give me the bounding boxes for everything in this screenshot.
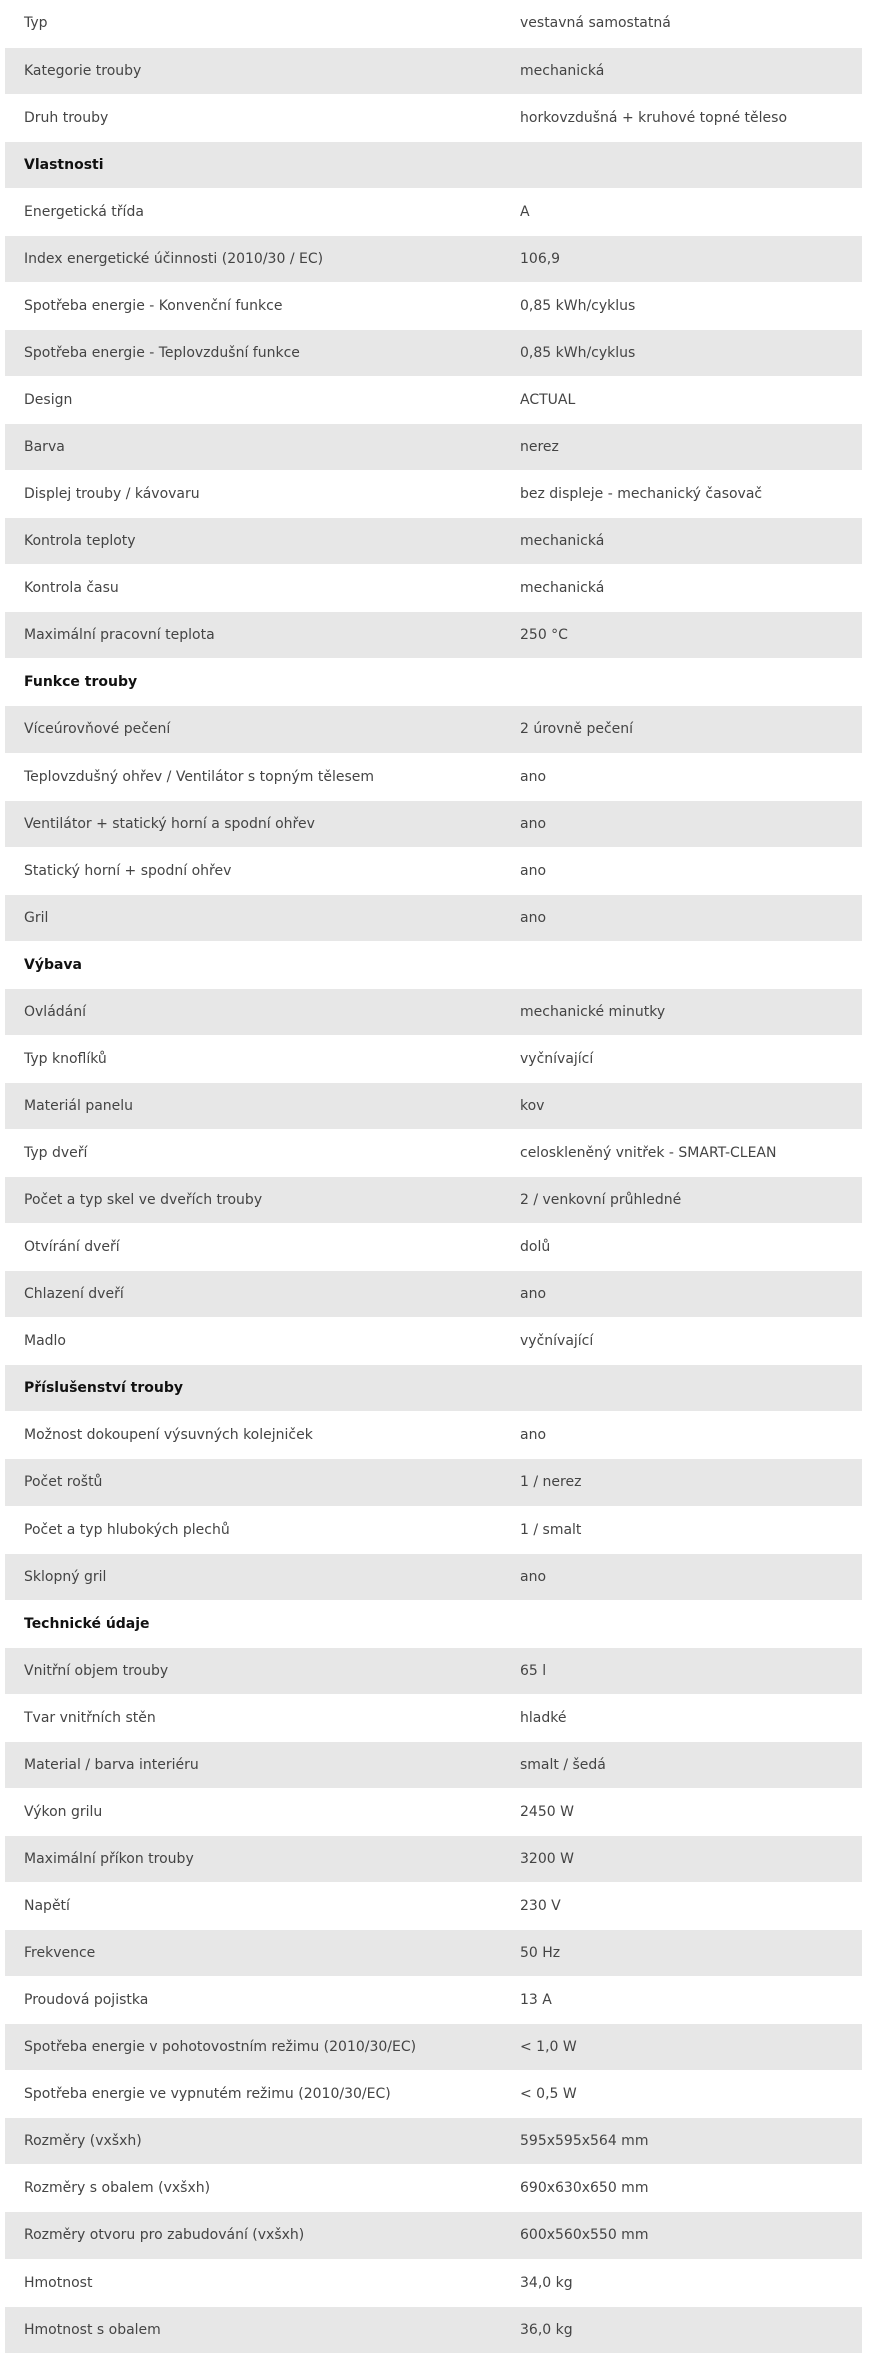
spec-value: 3200 W xyxy=(501,1835,862,1882)
spec-label: Frekvence xyxy=(5,1930,501,1977)
spec-value: 230 V xyxy=(501,1883,862,1930)
spec-value: 106,9 xyxy=(501,235,862,282)
spec-value: vyčnívající xyxy=(501,1035,862,1082)
spec-table xyxy=(5,0,862,2354)
spec-row xyxy=(5,2071,862,2118)
spec-label: Maximální příkon trouby xyxy=(5,1835,501,1882)
spec-value: 1 / nerez xyxy=(501,1459,862,1506)
spec-label: Maximální pracovní teplota xyxy=(5,612,501,659)
section-header-row xyxy=(5,141,862,188)
spec-value: ano xyxy=(501,1553,862,1600)
section-header-row xyxy=(5,1600,862,1647)
spec-label: Design xyxy=(5,377,501,424)
spec-label: Rozměry s obalem (vxšxh) xyxy=(5,2165,501,2212)
spec-row xyxy=(5,1177,862,1224)
spec-value: 2 / venkovní průhledné xyxy=(501,1177,862,1224)
spec-value: 50 Hz xyxy=(501,1930,862,1977)
spec-row xyxy=(5,988,862,1035)
spec-label: Ovládání xyxy=(5,988,501,1035)
spec-value: 250 °C xyxy=(501,612,862,659)
spec-value: ACTUAL xyxy=(501,377,862,424)
spec-label: Výkon grilu xyxy=(5,1788,501,1835)
spec-value: ano xyxy=(501,1271,862,1318)
spec-label: Počet a typ skel ve dveřích trouby xyxy=(5,1177,501,1224)
spec-value: horkovzdušná + kruhové topné těleso xyxy=(501,94,862,141)
section-spacer xyxy=(501,141,862,188)
spec-value: 34,0 kg xyxy=(501,2259,862,2306)
spec-label: Rozměry (vxšxh) xyxy=(5,2118,501,2165)
spec-value: 65 l xyxy=(501,1647,862,1694)
spec-label: Typ xyxy=(5,0,501,47)
spec-value: vestavná samostatná xyxy=(501,0,862,47)
spec-row xyxy=(5,1130,862,1177)
spec-value: 690x630x650 mm xyxy=(501,2165,862,2212)
spec-row xyxy=(5,1647,862,1694)
spec-row xyxy=(5,1271,862,1318)
spec-row xyxy=(5,1506,862,1553)
spec-label: Index energetické účinnosti (2010/30 / EC) xyxy=(5,235,501,282)
section-title: Vlastnosti xyxy=(5,141,501,188)
spec-row xyxy=(5,518,862,565)
spec-row xyxy=(5,188,862,235)
spec-row xyxy=(5,1224,862,1271)
spec-label: Vnitřní objem trouby xyxy=(5,1647,501,1694)
spec-row xyxy=(5,1883,862,1930)
spec-row xyxy=(5,1553,862,1600)
spec-label: Statický horní + spodní ohřev xyxy=(5,847,501,894)
spec-value: ano xyxy=(501,894,862,941)
spec-value: mechanická xyxy=(501,565,862,612)
spec-row xyxy=(5,847,862,894)
spec-value: 13 A xyxy=(501,1977,862,2024)
spec-label: Počet roštů xyxy=(5,1459,501,1506)
spec-label: Ventilátor + statický horní a spodní ohřev xyxy=(5,800,501,847)
spec-row xyxy=(5,706,862,753)
spec-label: Hmotnost xyxy=(5,2259,501,2306)
spec-value: ano xyxy=(501,847,862,894)
spec-label: Typ knoflíků xyxy=(5,1035,501,1082)
spec-value: 595x595x564 mm xyxy=(501,2118,862,2165)
spec-row xyxy=(5,377,862,424)
spec-value: kov xyxy=(501,1082,862,1129)
spec-row xyxy=(5,1318,862,1365)
section-spacer xyxy=(501,659,862,706)
spec-value: mechanická xyxy=(501,47,862,94)
section-header-row xyxy=(5,941,862,988)
spec-label: Možnost dokoupení výsuvných kolejniček xyxy=(5,1412,501,1459)
spec-row xyxy=(5,894,862,941)
section-title: Příslušenství trouby xyxy=(5,1365,501,1412)
section-header-row xyxy=(5,659,862,706)
spec-row xyxy=(5,1082,862,1129)
section-title: Výbava xyxy=(5,941,501,988)
spec-label: Otvírání dveří xyxy=(5,1224,501,1271)
spec-label: Spotřeba energie v pohotovostním režimu (2010/30/EC) xyxy=(5,2024,501,2071)
spec-label: Energetická třída xyxy=(5,188,501,235)
spec-label: Chlazení dveří xyxy=(5,1271,501,1318)
spec-row xyxy=(5,0,862,47)
spec-row xyxy=(5,2306,862,2353)
spec-label: Madlo xyxy=(5,1318,501,1365)
spec-value: 2450 W xyxy=(501,1788,862,1835)
spec-value: mechanické minutky xyxy=(501,988,862,1035)
spec-label: Barva xyxy=(5,424,501,471)
spec-value: hladké xyxy=(501,1694,862,1741)
section-spacer xyxy=(501,941,862,988)
section-title: Technické údaje xyxy=(5,1600,501,1647)
spec-row xyxy=(5,2118,862,2165)
spec-value: 1 / smalt xyxy=(501,1506,862,1553)
spec-label: Displej trouby / kávovaru xyxy=(5,471,501,518)
spec-label: Kategorie trouby xyxy=(5,47,501,94)
spec-row xyxy=(5,424,862,471)
spec-value: celoskleněný vnitřek - SMART-CLEAN xyxy=(501,1130,862,1177)
spec-label: Typ dveří xyxy=(5,1130,501,1177)
spec-row xyxy=(5,1694,862,1741)
spec-row xyxy=(5,1977,862,2024)
spec-row xyxy=(5,1788,862,1835)
spec-row xyxy=(5,1930,862,1977)
spec-label: Materiál panelu xyxy=(5,1082,501,1129)
spec-row xyxy=(5,471,862,518)
spec-value: ano xyxy=(501,753,862,800)
spec-value: 600x560x550 mm xyxy=(501,2212,862,2259)
spec-value: 0,85 kWh/cyklus xyxy=(501,329,862,376)
spec-value: 36,0 kg xyxy=(501,2306,862,2353)
spec-label: Kontrola času xyxy=(5,565,501,612)
spec-row xyxy=(5,1741,862,1788)
spec-label: Proudová pojistka xyxy=(5,1977,501,2024)
spec-row xyxy=(5,2024,862,2071)
spec-value: 0,85 kWh/cyklus xyxy=(501,282,862,329)
spec-label: Tvar vnitřních stěn xyxy=(5,1694,501,1741)
spec-row xyxy=(5,2212,862,2259)
spec-row xyxy=(5,282,862,329)
spec-row xyxy=(5,47,862,94)
spec-value: A xyxy=(501,188,862,235)
spec-row xyxy=(5,753,862,800)
spec-label: Druh trouby xyxy=(5,94,501,141)
spec-row xyxy=(5,329,862,376)
spec-value: < 1,0 W xyxy=(501,2024,862,2071)
section-title: Funkce trouby xyxy=(5,659,501,706)
spec-label: Teplovzdušný ohřev / Ventilátor s topným tělesem xyxy=(5,753,501,800)
spec-row xyxy=(5,235,862,282)
spec-label: Spotřeba energie - Konvenční funkce xyxy=(5,282,501,329)
spec-label: Napětí xyxy=(5,1883,501,1930)
spec-table-body xyxy=(5,0,862,2353)
spec-value: < 0,5 W xyxy=(501,2071,862,2118)
section-header-row xyxy=(5,1365,862,1412)
spec-value: 2 úrovně pečení xyxy=(501,706,862,753)
spec-label: Rozměry otvoru pro zabudování (vxšxh) xyxy=(5,2212,501,2259)
spec-row xyxy=(5,94,862,141)
spec-value: bez displeje - mechanický časovač xyxy=(501,471,862,518)
spec-row xyxy=(5,2259,862,2306)
spec-label: Material / barva interiéru xyxy=(5,1741,501,1788)
section-spacer xyxy=(501,1365,862,1412)
spec-value: ano xyxy=(501,800,862,847)
section-spacer xyxy=(501,1600,862,1647)
spec-label: Hmotnost s obalem xyxy=(5,2306,501,2353)
spec-row xyxy=(5,612,862,659)
spec-row xyxy=(5,1035,862,1082)
spec-value: mechanická xyxy=(501,518,862,565)
spec-label: Sklopný gril xyxy=(5,1553,501,1600)
spec-value: ano xyxy=(501,1412,862,1459)
spec-row xyxy=(5,565,862,612)
spec-value: smalt / šedá xyxy=(501,1741,862,1788)
spec-label: Spotřeba energie - Teplovzdušní funkce xyxy=(5,329,501,376)
spec-row xyxy=(5,1412,862,1459)
spec-row xyxy=(5,1459,862,1506)
spec-value: nerez xyxy=(501,424,862,471)
spec-label: Spotřeba energie ve vypnutém režimu (2010/30/EC) xyxy=(5,2071,501,2118)
spec-row xyxy=(5,2165,862,2212)
spec-label: Gril xyxy=(5,894,501,941)
spec-label: Víceúrovňové pečení xyxy=(5,706,501,753)
spec-row xyxy=(5,800,862,847)
spec-row xyxy=(5,1835,862,1882)
spec-value: vyčnívající xyxy=(501,1318,862,1365)
spec-value: dolů xyxy=(501,1224,862,1271)
spec-label: Kontrola teploty xyxy=(5,518,501,565)
spec-label: Počet a typ hlubokých plechů xyxy=(5,1506,501,1553)
